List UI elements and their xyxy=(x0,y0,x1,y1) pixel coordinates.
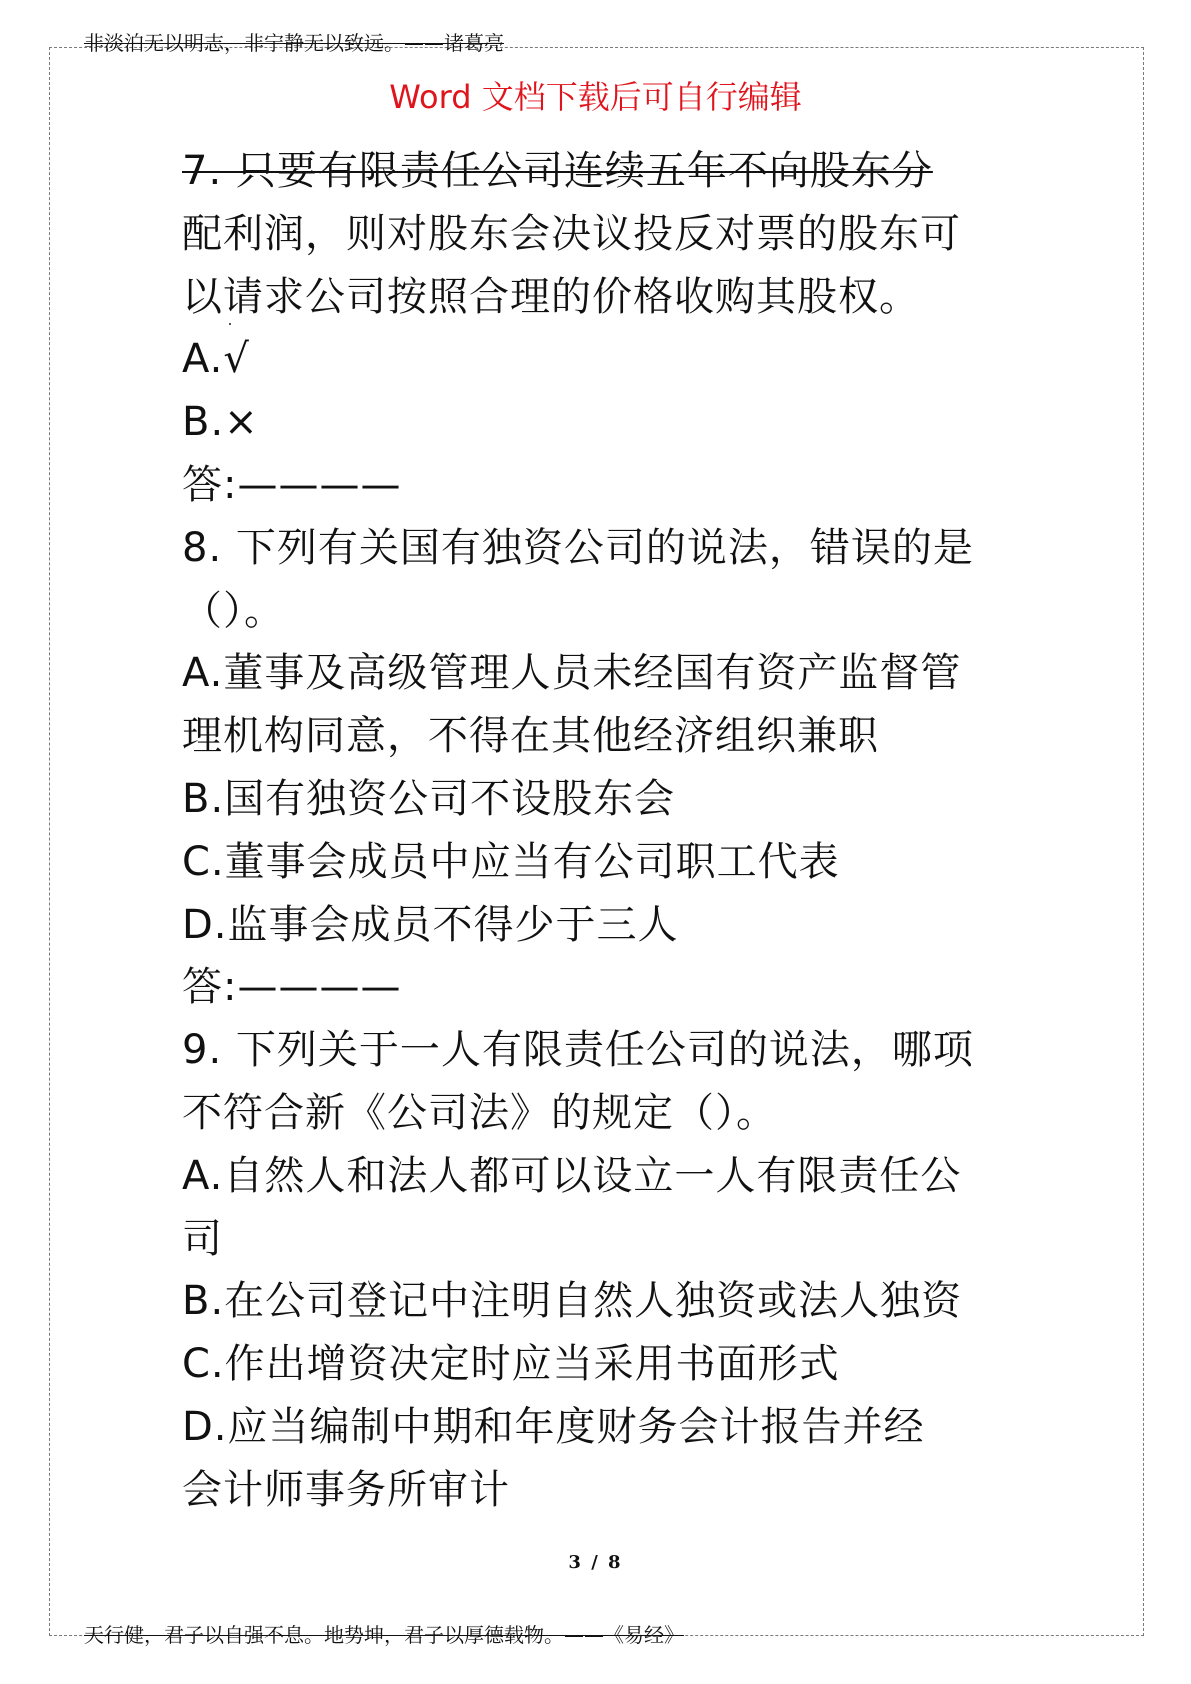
question-7-answer: 答:———— xyxy=(182,461,402,508)
question-9-option-a-line-2: 司 xyxy=(182,1215,223,1262)
download-banner: Word 文档下载后可自行编辑 xyxy=(389,78,802,116)
stray-mark xyxy=(229,323,231,325)
question-9-option-b: B.在公司登记中注明自然人独资或法人独资 xyxy=(182,1278,963,1325)
question-7-line-3: 以请求公司按照合理的价格收购其股权。 xyxy=(182,273,920,320)
page-number: 3 / 8 xyxy=(568,1552,623,1573)
question-9-option-d-line-2: 会计师事务所审计 xyxy=(182,1466,510,1513)
question-8-answer: 答:———— xyxy=(182,964,402,1011)
question-9-option-d-line-1: D.应当编制中期和年度财务会计报告并经 xyxy=(182,1403,925,1450)
question-8-option-a-line-2: 理机构同意，不得在其他经济组织兼职 xyxy=(182,713,879,760)
question-7-option-a: A.√ xyxy=(182,336,250,383)
document-body xyxy=(182,140,1020,1522)
question-8-line-1: 8. 下列有关国有独资公司的说法，错误的是 xyxy=(182,524,974,571)
question-8-line-2: （）。 xyxy=(182,587,285,634)
question-9-option-c: C.作出增资决定时应当采用书面形式 xyxy=(182,1341,840,1388)
header-quote: 非淡泊无以明志，非宁静无以致远。——诸葛亮 xyxy=(84,31,504,55)
question-9-option-a-line-1: A.自然人和法人都可以设立一人有限责任公 xyxy=(182,1152,962,1199)
question-7-option-b: B.× xyxy=(182,399,259,446)
question-8-option-c: C.董事会成员中应当有公司职工代表 xyxy=(182,838,840,885)
question-8-option-a-line-1: A.董事及高级管理人员未经国有资产监督管 xyxy=(182,650,962,697)
question-8-option-b: B.国有独资公司不设股东会 xyxy=(182,775,676,822)
question-8-option-d: D.监事会成员不得少于三人 xyxy=(182,901,679,948)
question-7-line-1: 7. 只要有限责任公司连续五年不向股东分 xyxy=(182,148,933,194)
question-9-line-1: 9. 下列关于一人有限责任公司的说法，哪项 xyxy=(182,1027,974,1074)
footer-quote: 天行健，君子以自强不息。地势坤，君子以厚德载物。——《易经》 xyxy=(84,1623,684,1647)
question-7-line-2: 配利润，则对股东会决议投反对票的股东可 xyxy=(182,210,961,257)
question-9-line-2: 不符合新《公司法》的规定（）。 xyxy=(182,1089,777,1136)
